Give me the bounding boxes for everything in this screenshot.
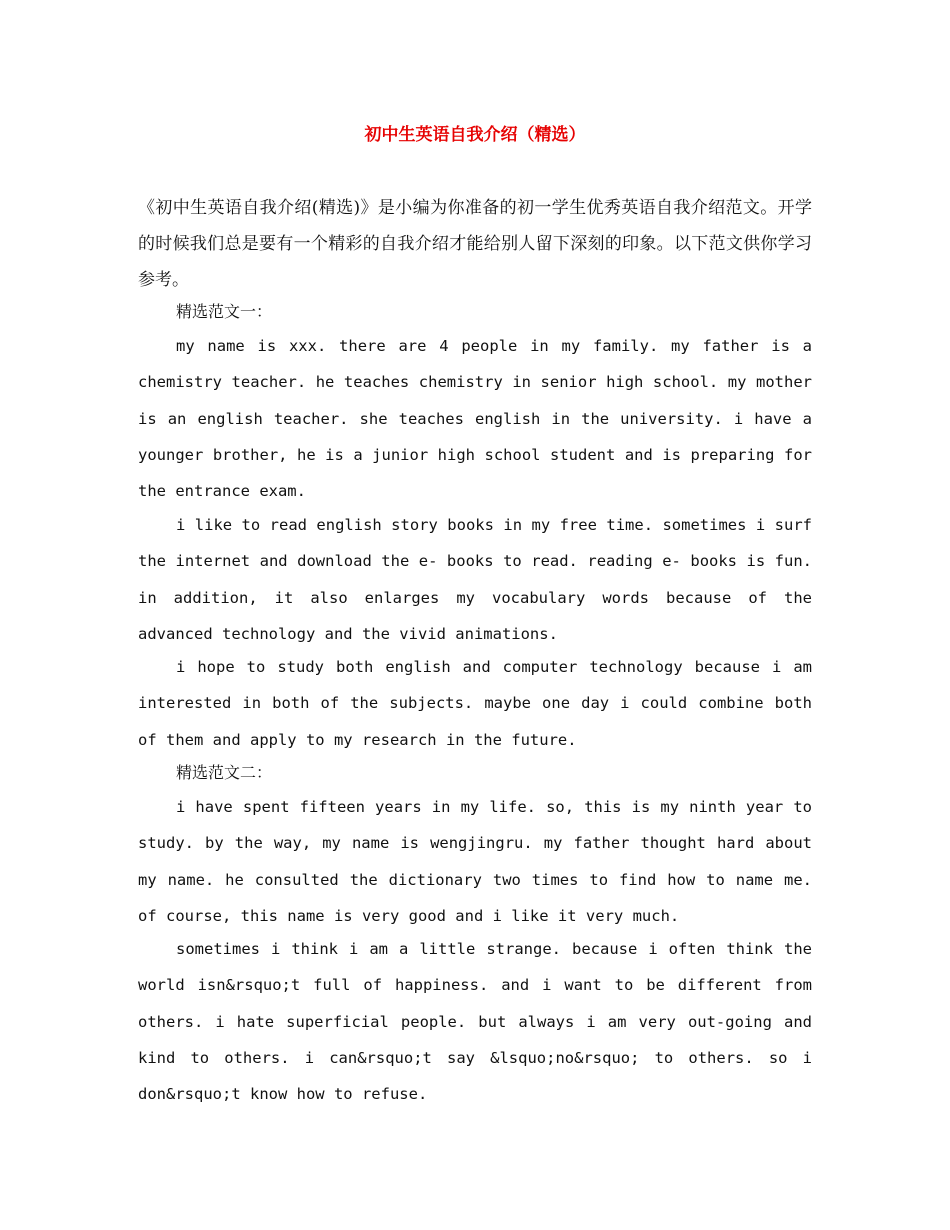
section-1-paragraph-1: my name is xxx. there are 4 people in my family. my father is a chemistry teacher. he teaches chemistry in senior high school. my mother is an english teacher. she teaches english in the university. i have a younger brother, he is a junior high school student and is preparing for the entrance exam. [138,337,812,501]
section-2-paragraph-1: i have spent fifteen years in my life. so, this is my ninth year to study. by the way, my name is wengjingru. my father thought hard about my name. he consulted the dictionary two times to find how to name me. of course, this name is very good and i like it very much. [138,798,812,925]
document-title: 初中生英语自我介绍（精选） [364,125,586,145]
section-2-heading: 精选范文二： [176,763,273,782]
intro-paragraph: 《初中生英语自我介绍(精选)》是小编为你准备的初一学生优秀英语自我介绍范文。开学的时候我们总是要有一个精彩的自我介绍才能给别人留下深刻的印象。以下范文供你学习参考。 [138,198,812,290]
section-1-heading: 精选范文一： [176,302,273,321]
section-1-paragraph-2: i like to read english story books in my free time. sometimes i surf the internet and download the e- books to read. reading e- books is fun. in addition, it also enlarges my vocabulary words because of the advanced technology and the vivid animations. [138,516,812,643]
section-2-paragraph-2: sometimes i think i am a little strange. because i often think the world isn&rsquo;t full of happiness. and i want to be different from others. i hate superficial people. but always i am very out-going and kind to others. i can&rsquo;t say &lsquo;no&rsquo; to others. so i don&rsquo;t know how to refuse. [138,940,812,1104]
section-1-paragraph-3: i hope to study both english and computer technology because i am interested in both of the subjects. maybe one day i could combine both of them and apply to my research in the future. [138,658,812,749]
